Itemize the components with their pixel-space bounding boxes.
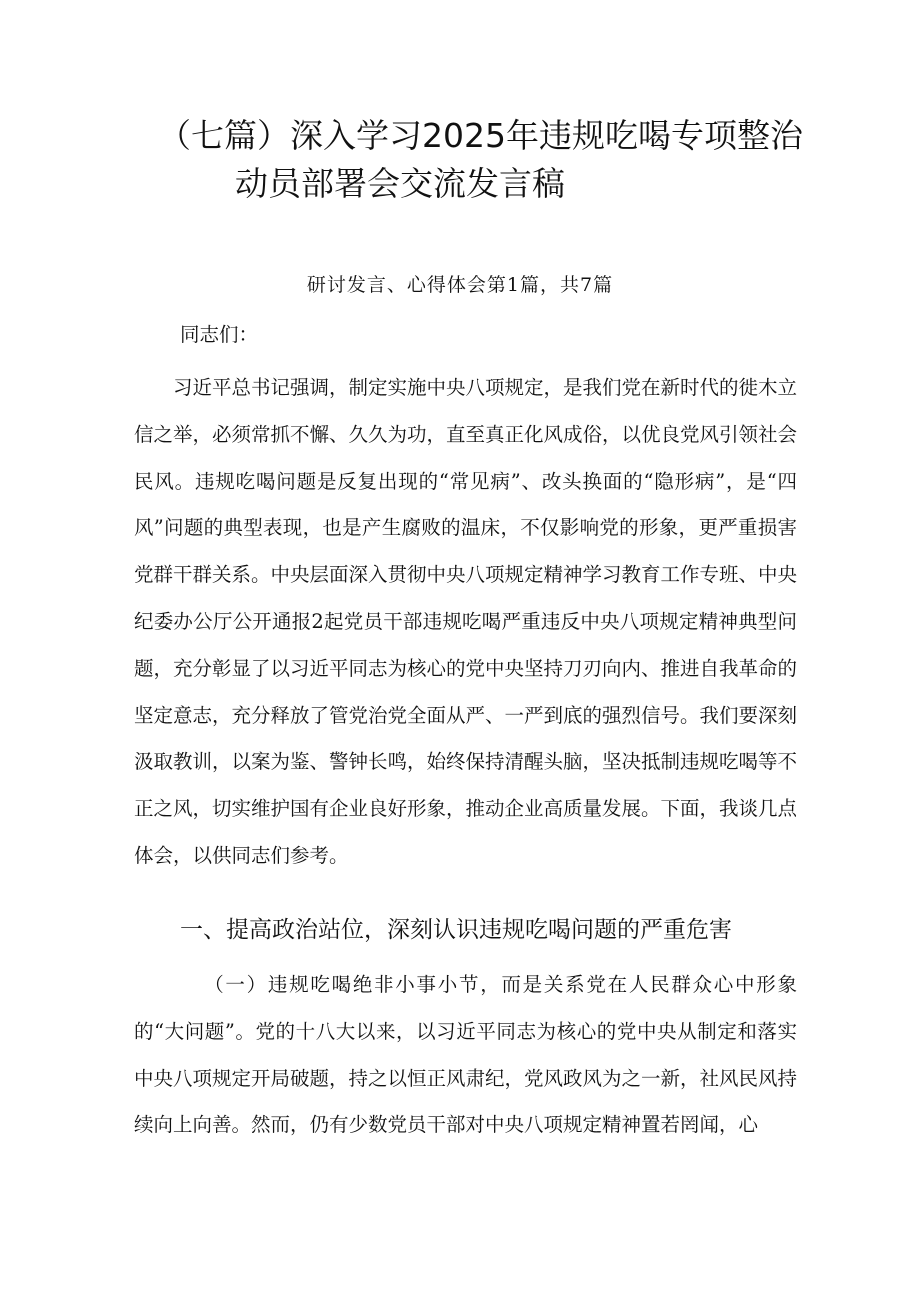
intro-paragraph: 习近平总书记强调，制定实施中央八项规定，是我们党在新时代的徙木立信之举，必须常抓不懈、久久为功，直至真正化风成俗，以优良党风引领社会民风。违规吃喝问题是反复出现的“常见病”、改头换面的“隐形病”，是“四风”问题的典型表现，也是产生腐败的温床，不仅影响党的形象，更严重损害党群干群关系。中央层面深入贯彻中央八项规定精神学习教育工作专班、中央纪委办公厅公开通报2起党员干部违规吃喝严重违反中央八项规定精神典型问题，充分彰显了以习近平同志为核心的党中央坚持刀刃向内、推进自我革命的坚定意志，充分释放了管党治党全面从严、一严到底的强烈信号。我们要深刻汲取教训，以案为鉴、警钟长鸣，始终保持清醒头脑，坚决抵制违规吃喝等不正之风，切实维护国有企业良好形象，推动企业高质量发展。下面，我谈几点体会，以供同志们参考。: [134, 376, 798, 867]
section-heading-1: 一、提高政治站位，深刻认识违规吃喝问题的严重危害: [180, 917, 732, 943]
greeting: 同志们：: [180, 323, 259, 346]
title-line-2: 动员部署会交流发言稿: [235, 164, 565, 203]
title-line-1: （七篇）深入学习2025年违规吃喝专项整治: [158, 116, 803, 155]
document-title: [150, 112, 810, 208]
section-1-paragraph: （一）违规吃喝绝非小事小节，而是关系党在人民群众心中形象的“大问题”。党的十八大以来，以习近平同志为核心的党中央从制定和落实中央八项规定开局破题，持之以恒正风肃纪，党风政风为之一新，社风民风持续向上向善。然而，仍有少数党员干部对中央八项规定精神置若罔闻，心: [134, 973, 798, 1137]
document-subtitle: 研讨发言、心得体会第1篇，共7篇: [306, 274, 614, 296]
